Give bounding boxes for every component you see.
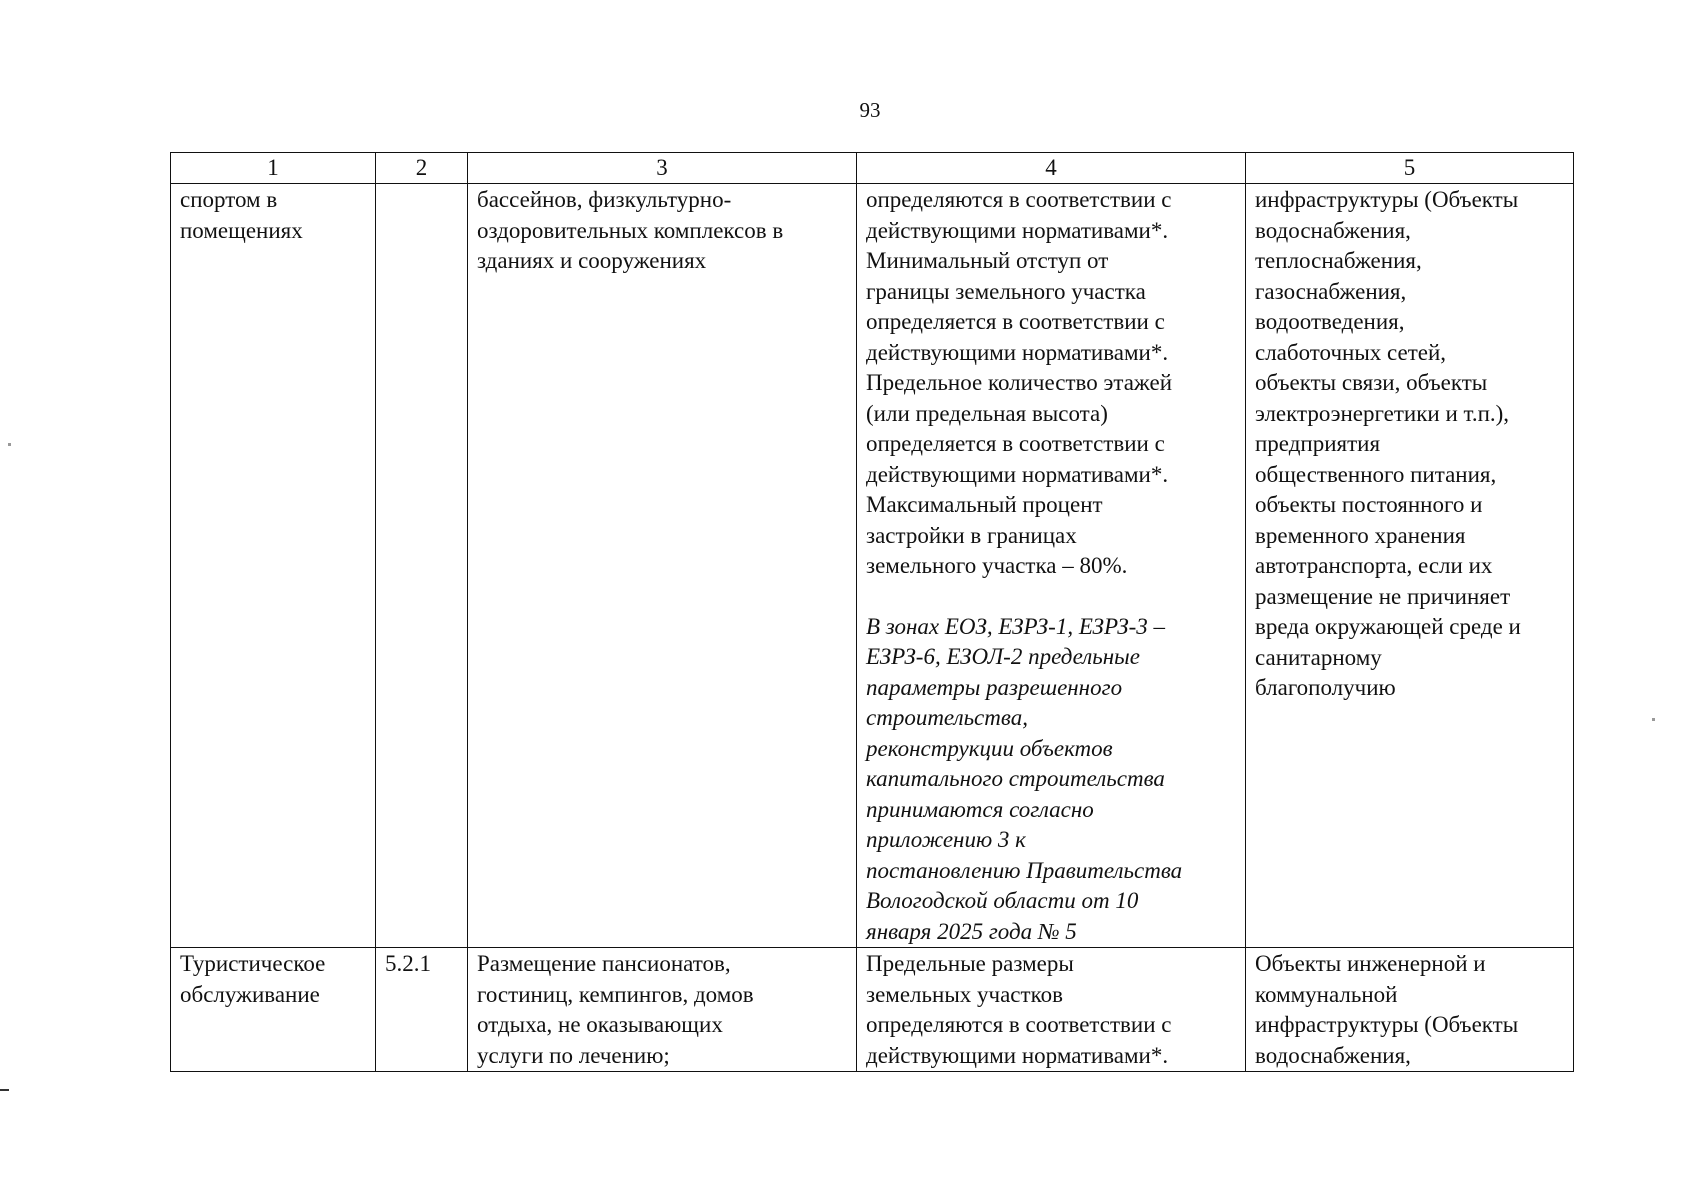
cell-text-line: слаботочных сетей, — [1255, 339, 1447, 365]
cell-text-line: предприятия — [1255, 431, 1381, 456]
cell-text-line: бассейнов, физкультурно- — [477, 187, 732, 212]
cell-text-line: размещение не причиняет — [1255, 583, 1511, 609]
parameters-text — [866, 185, 1236, 582]
header-col-5: 5 — [1246, 153, 1574, 184]
cell-auxiliary-uses — [1246, 948, 1574, 1072]
parameters-italic-note — [866, 612, 1236, 948]
header-col-1: 1 — [171, 153, 376, 184]
cell-text-line: временного хранения — [1255, 522, 1466, 548]
cell-text-line: земельного участка – 80%. — [866, 553, 1128, 578]
cell-text-line: реконструкции объектов — [866, 735, 1113, 761]
cell-text-line: объекты связи, объекты — [1255, 370, 1488, 395]
auxiliary-uses-text — [1255, 185, 1564, 704]
cell-text-line: обслуживание — [180, 981, 320, 1007]
activity-description-text — [477, 949, 847, 1071]
cell-text-line: В зонах ЕОЗ, ЕЗРЗ-1, ЕЗРЗ-3 – — [866, 613, 1166, 639]
cell-text-line: земельных участков — [866, 981, 1063, 1007]
table-row — [171, 184, 1574, 948]
land-use-table — [170, 152, 1574, 1072]
cell-activity-code — [376, 948, 468, 1072]
scan-speck — [8, 443, 11, 446]
cell-text-line: постановлению Правительства — [866, 857, 1183, 883]
parameters-text — [866, 949, 1236, 1071]
cell-text-line: водоотведения, — [1255, 309, 1405, 334]
cell-text-line: определяется в соответствии с — [866, 431, 1165, 456]
table-row — [171, 948, 1574, 1072]
page-number: 93 — [859, 98, 881, 122]
cell-text-line: строительства, — [866, 705, 1028, 730]
cell-text-line: помещениях — [180, 217, 303, 243]
cell-text-line: оздоровительных комплексов в — [477, 217, 784, 243]
cell-activity-description — [468, 948, 857, 1072]
cell-text-line: гостиниц, кемпингов, домов — [477, 981, 754, 1007]
cell-text-line: принимаются согласно — [866, 796, 1094, 822]
cell-text-line: вреда окружающей среде и — [1255, 614, 1521, 639]
cell-text-line: действующими нормативами*. — [866, 461, 1169, 487]
cell-text-line: 5.2.1 — [385, 951, 431, 976]
table-header-row — [171, 153, 1574, 184]
cell-text-line: действующими нормативами*. — [866, 217, 1169, 243]
cell-text-line: Вологодской области от 10 — [866, 888, 1139, 913]
cell-activity-code — [376, 184, 468, 948]
cell-text-line: Объекты инженерной и — [1255, 951, 1486, 976]
cell-text-line: зданиях и сооружениях — [477, 248, 707, 273]
cell-text-line: водоснабжения, — [1255, 1042, 1411, 1068]
cell-text-line: (или предельная высота) — [866, 400, 1108, 426]
cell-text-line: параметры разрешенного — [866, 674, 1123, 700]
cell-text-line: автотранспорта, если их — [1255, 553, 1493, 578]
activity-name-text — [180, 949, 366, 1071]
cell-text-line: Туристическое — [180, 951, 326, 976]
cell-text-line: Минимальный отступ от — [866, 248, 1109, 273]
cell-text-line: января 2025 года № 5 — [866, 918, 1077, 944]
activity-description-text — [477, 185, 847, 277]
cell-text-line: границы земельного участка — [866, 278, 1146, 304]
cell-text-line: определяется в соответствии с — [866, 309, 1165, 334]
cell-text-line: Размещение пансионатов, — [477, 951, 731, 976]
cell-text-line: спортом в — [180, 187, 278, 212]
cell-text-line: действующими нормативами*. — [866, 339, 1169, 365]
cell-text-line: коммунальной — [1255, 981, 1398, 1007]
header-col-3: 3 — [468, 153, 857, 184]
cell-text-line: определяются в соответствии с — [866, 187, 1172, 212]
cell-text-line: теплоснабжения, — [1255, 248, 1422, 273]
cell-text-line: санитарному — [1255, 644, 1382, 670]
cell-text-line: инфраструктуры (Объекты — [1255, 187, 1519, 212]
cell-parameters — [857, 948, 1246, 1072]
cell-text-line: объекты постоянного и — [1255, 492, 1483, 517]
cell-text-line: Предельные размеры — [866, 951, 1074, 976]
activity-code-text — [385, 949, 458, 1071]
header-col-4: 4 — [857, 153, 1246, 184]
cell-text-line: отдыха, не оказывающих — [477, 1012, 723, 1037]
cell-text-line: водоснабжения, — [1255, 217, 1411, 243]
cell-activity-description — [468, 184, 857, 948]
cell-text-line: ЕЗРЗ-6, ЕЗОЛ-2 предельные — [866, 644, 1140, 669]
cell-text-line: услуги по лечению; — [477, 1042, 670, 1068]
cell-text-line: приложению 3 к — [866, 827, 1026, 852]
cell-activity-name — [171, 948, 376, 1072]
cell-text-line: определяются в соответствии с — [866, 1012, 1172, 1037]
auxiliary-uses-text — [1255, 949, 1564, 1071]
cell-activity-name — [171, 184, 376, 948]
cell-text-line: застройки в границах — [866, 522, 1077, 548]
activity-name-text — [180, 185, 366, 246]
scan-speck — [1652, 718, 1655, 721]
scan-edge-mark — [0, 1089, 9, 1091]
cell-auxiliary-uses — [1246, 184, 1574, 948]
cell-text-line: инфраструктуры (Объекты — [1255, 1012, 1519, 1037]
header-col-2: 2 — [376, 153, 468, 184]
cell-text-line: общественного питания, — [1255, 461, 1497, 487]
cell-text-line: благополучию — [1255, 675, 1396, 700]
cell-text-line: газоснабжения, — [1255, 278, 1407, 304]
cell-text-line: электроэнергетики и т.п.), — [1255, 400, 1510, 426]
cell-parameters — [857, 184, 1246, 948]
cell-text-line: Предельное количество этажей — [866, 370, 1173, 395]
cell-text-line: действующими нормативами*. — [866, 1042, 1169, 1068]
cell-text-line: капитального строительства — [866, 766, 1165, 791]
cell-text-line: Максимальный процент — [866, 492, 1103, 517]
